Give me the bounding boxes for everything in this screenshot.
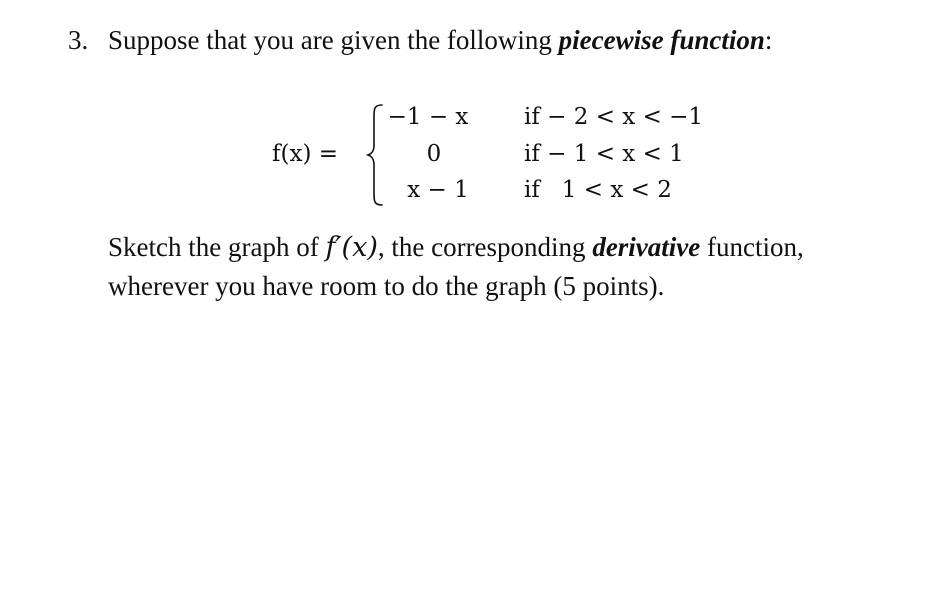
case-expression-3: x − 1 xyxy=(407,177,469,203)
sketch-instruction xyxy=(108,228,908,305)
case-condition-1: if − 2 < x < −1 xyxy=(524,104,704,130)
problem-intro-text: Suppose that you are given the following xyxy=(108,25,559,55)
problem-intro-colon: : xyxy=(764,25,773,55)
piecewise-function-emphasis: piecewise function xyxy=(558,25,765,55)
function-label: f(x) = xyxy=(272,141,339,167)
case-expression-1: −1 − x xyxy=(387,104,469,130)
problem-statement xyxy=(68,22,772,58)
instruction-part-2: , the corresponding xyxy=(377,232,593,262)
instruction-part-3: function, wherever you have room to do the graph (5 points). xyxy=(108,232,804,301)
instruction-part-1: Sketch the graph of xyxy=(108,232,326,262)
case-condition-3: if 1 < x < 2 xyxy=(524,177,672,203)
problem-number: 3. xyxy=(68,25,89,55)
derivative-emphasis: derivative xyxy=(592,232,701,262)
case-condition-2: if − 1 < x < 1 xyxy=(524,141,684,167)
case-expression-2: 0 xyxy=(426,141,442,167)
derivative-notation: f′(x) xyxy=(325,232,378,263)
